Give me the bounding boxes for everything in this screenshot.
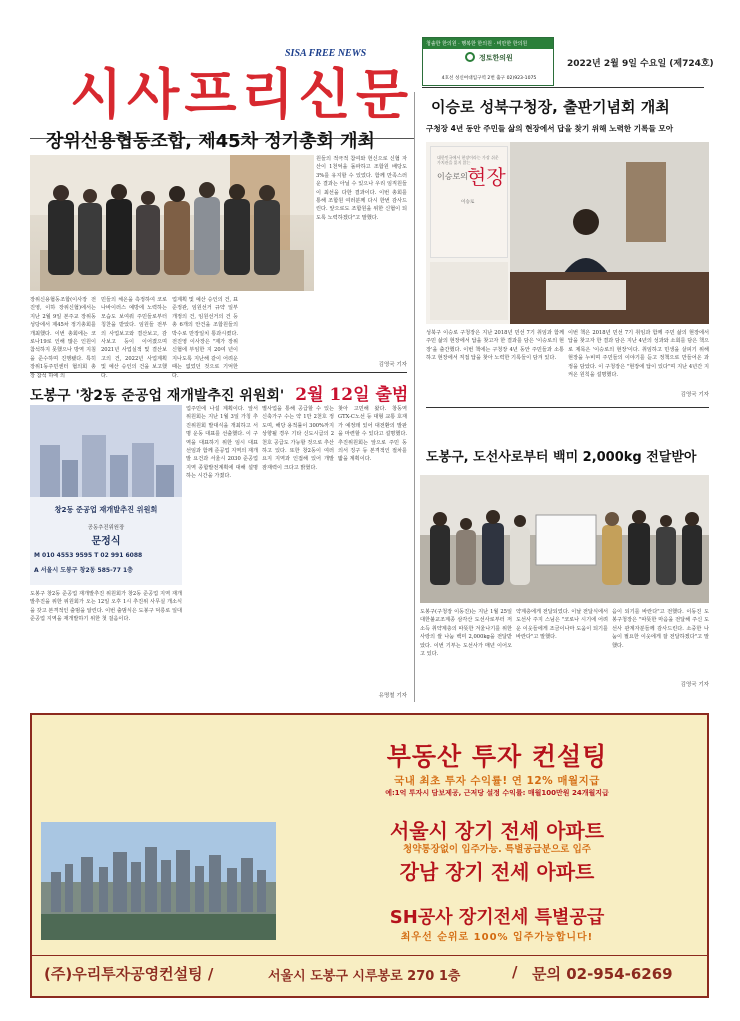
sign-name: 문정식 xyxy=(91,536,121,547)
ad-company: (주)우리투자공영컨설팅 / xyxy=(44,965,214,983)
ad-phone[interactable]: 문의 02-954-6269 xyxy=(532,965,673,983)
ad-line-1: 국내 최초 투자 수익률! 연 12% 매월지급 xyxy=(394,775,600,787)
book-author: 이승로 xyxy=(461,200,475,205)
ad-line-2: 예:1억 투자시 담보제공, 근저당 설정 수익률: 매월100만원 24개월지급 xyxy=(385,789,609,797)
ad-title: 부동산 투자 컨설팅 xyxy=(386,742,608,771)
article-4-credit: 김영국 기자 xyxy=(680,682,709,688)
article-4-col-3: 음이 되기를 바란다"고 전했다. 이동진 도봉구청장은 "따뜻한 마음을 전달해 주신 도선사 관계자분들께 감사드린다. 소중한 나눔이 필요한 이웃에게 잘 전달하겠다"고 말했다. xyxy=(612,609,709,649)
clinic-address: 4호선 성신여대입구역 2번 출구 02)923-1075 xyxy=(441,76,537,81)
article-1-col-4: 원들의 적극적 참여와 헌신으로 신협 자산이 1천억을 돌파하고 조합원 배당도 3%를 유지할 수 있었다. 함께 만족스러운 결과는 아닐 수 있으나 우리 임직원들이 최선을 다한 결과이다. 이번 총회를 통해 조합원 여러분께 다시 한번 감사드린다. 앞으로도 조합원을 위한 신협이 되도록 노력하겠다"고 말했다. xyxy=(316,156,407,221)
clinic-logo-icon xyxy=(465,52,475,62)
article-1-credit: 김영국 기자 xyxy=(378,362,407,368)
ad-apt-1: 서울시 장기 전세 아파트 xyxy=(389,819,605,843)
clinic-ad[interactable] xyxy=(422,37,554,86)
book-subtitle: 대한민국에서 현장이라는 가장 쉬운 가치관을 잃지 않는 xyxy=(437,155,499,165)
sign-phone: M 010 4553 9595 T 02 991 6088 xyxy=(34,552,143,559)
sign-address: A 서울시 도봉구 창2동 585-77 1층 xyxy=(34,567,133,574)
article-1-col-1: 장위신용협동조합(이사장 전진영, 이하 장위신협)에서는 지난 2월 9일 본주교 장위동성당에서 제45차 정기총회를 개최했다. 이번 총회에는 코로나19로 인해 많은 인원이 참석하지 못했으나 방역 지침을 준수하며 진행됐다. 특히 장위1동주민센터 협의회 총장 참석 하에 의 xyxy=(30,297,96,379)
ad-sh-sub: 최우선 순위로 100% 입주가능합니다! xyxy=(400,932,594,943)
ad-sh: SH공사 장기전세 특별공급 xyxy=(389,907,605,928)
article-3-photo xyxy=(30,405,182,585)
article-2-headline: 이승로 성북구청장, 출판기념회 개최 xyxy=(431,98,670,116)
article-3-credit: 유명철 기자 xyxy=(378,693,407,699)
article-2-col-2-text: 이번 책은 2018년 민선 7기 취임과 함께 주민 삶의 현장에서 답을 찾고자 한 결과 담은 지난 4년의 성과와 소회를 담은 책으로 제목은 '이승로의 현장'이다. 취임하고 민생을 살피기 위해 현장을 누비며 주민들의 이야기를 듣고 정책으로 만들어온 과정을 담았다. 이 구청장은 "현장에 답이 있다"며 지난 4년간 지켜온 원칙을 설명했다. xyxy=(568,330,709,379)
article-3-title: 도봉구 '창2동 준공업 재개발추진 위원회' xyxy=(30,388,285,404)
article-2-credit: 김영국 기자 xyxy=(680,392,709,398)
ad-sep: / xyxy=(512,963,518,981)
article-4-col-1: 도봉구(구청장 이동진)는 지난 1월 25일 대한불교조계종 삼각산 도선사로부터 저소득 취약계층의 따뜻한 겨울나기를 위한 사랑의 쌀 나눔 백미 2,000kg을 전달받았다. 이번 기부는 도선사가 매년 이어오고 있다. xyxy=(420,609,512,658)
ad-apt-1-sub: 청약통장없이 입주가능. 특별공급분으로 입주 xyxy=(403,844,591,855)
article-4-col-2: 약계층에게 전달되었다. 이날 전달식에서 도선사 주지 스님은 "코로나 시기에 어려운 이웃들에게 조금이나마 도움이 되기를 바란다"고 말했다. xyxy=(516,609,608,641)
book-title: 현장 xyxy=(467,165,506,189)
article-2-subhead: 구청장 4년 동안 주민들 삶의 현장에서 답을 찾기 위해 노력한 기록들 모아 xyxy=(426,124,674,133)
article-2-col-1: 성북구 이승로 구청장은 지난 2018년 민선 7기 취임과 함께 주민 삶의 현장에서 답을 찾고자 한 결과를 담은 '이승로의 현장'을 출간했다. 이번 책에는 구청장 4년 동안 주민들과 소통하고 현장에서 직접 답을 찾아 노력한 기록들이 담겨 있다. xyxy=(426,330,564,362)
article-3-col-4: 찾아 고민해 왔다. 창동역 GTX-C노선 등 대형 교통 호재가 예정돼 있어 대전환의 발판을 마련할 수 있다고 설명했다. 추진위원회는 앞으로 주민 동의서 징구 등 본격적인 절차를 밟을 계획이다. xyxy=(338,406,407,463)
ad-apt-2: 강남 장기 전세 아파트 xyxy=(399,860,595,884)
article-3-col-1: 도봉구 창2동 준공업 재개발추진 위원회가 창2동 준공업 지역 재개발추진을 위한 위원회가 오는 12일 오후 1시 추진위 사무실 개소식을 갖고 본격적인 출범을 알린다. 이번 출범식은 도봉구 덕릉로 일대 준공업 지역을 재개발하기 위한 첫 걸음이다. xyxy=(30,591,182,623)
article-3-highlight: 2월 12일 출범 xyxy=(295,385,409,405)
article-2-photo xyxy=(426,142,709,324)
article-1-photo xyxy=(30,155,314,291)
book-title-prefix: 이승로의 xyxy=(437,172,468,181)
article-3-headline xyxy=(30,380,408,405)
issue-date: 2022년 2월 9일 수요일 (제724호) xyxy=(567,59,714,69)
article-1-col-2: 민들의 체온을 측정하여 코로나바이러스 예방에 노력하는 모습도 보여줘 주민들로부터 칭찬을 받았다. 임원들 전부의 사업보고와 결산보고, 감사보고 등이 이어졌으며 2021년 사업실적 및 결산보고의 건, 2022년 사업계획 및 예산 승인의 건을 보고했다. xyxy=(101,297,167,379)
article-3-col-3: 별사업을 통해 공급할 수 있는 신축가구 수는 약 1만 2천호 정도며, 해당 용적률이 300%까지 상향될 경우 기타 신도시급의 2천호 공급도 가능할 것으로 추산하고 있다. 또한 창2동이 여러 요지 지역과 인접해 있어 개발 잠재력이 크다고 밝혔다. xyxy=(262,406,334,471)
clinic-name: 정토한의원 xyxy=(479,54,513,62)
article-4-headline: 도봉구, 도선사로부터 백미 2,000kg 전달받아 xyxy=(426,450,697,465)
sign-title: 창2동 준공업 재개발추진 위원회 xyxy=(54,505,158,514)
realestate-ad[interactable] xyxy=(30,713,709,998)
logo: 시사프리신문 xyxy=(70,63,413,126)
logo-en: SISA FREE NEWS xyxy=(285,48,367,59)
ad-city-photo xyxy=(41,822,276,940)
ad-address: 서울시 도봉구 시루봉로 270 1층 xyxy=(268,969,461,984)
article-3-col-2: 업주민에 나설 계획이다. 앞서 위원회는 지난 1월 3일 가칭 추진위원회 발대식을 개최하고 서명 운동 대표를 선출했다. 이 구역을 대표하기 위한 임시 대표 선임과 함께 준공업 지역의 재개발 요건과 서울시 2030 준공업지역 종합발전계획에 대해 설명하는 시간을 가졌다. xyxy=(186,406,258,480)
article-1-headline: 장위신용협동조합, 제45차 정기총회 개최 xyxy=(46,131,375,152)
article-4-photo xyxy=(420,475,709,603)
sign-role: 공동추진위원장 xyxy=(87,525,125,531)
clinic-ad-tagline: 청솔한 한의원 · 행복한 한의원 · 비만한 한의원 xyxy=(423,38,553,49)
ad-footer xyxy=(32,955,707,956)
article-1-col-3: 업계획 및 예산 승인의 건, 표준정관, 임원선거 규약 일부 개정의 건, 임원선거의 건 등 총 6개의 안건을 조합원들의 박수로 만장일치 통과시켰다. 전진영 이사장은 "제가 장위신협에 부임한 지 20여 년이 지나도록 지난해 같이 어려운 때는 없었던 것으로 기억한다. xyxy=(172,297,238,379)
